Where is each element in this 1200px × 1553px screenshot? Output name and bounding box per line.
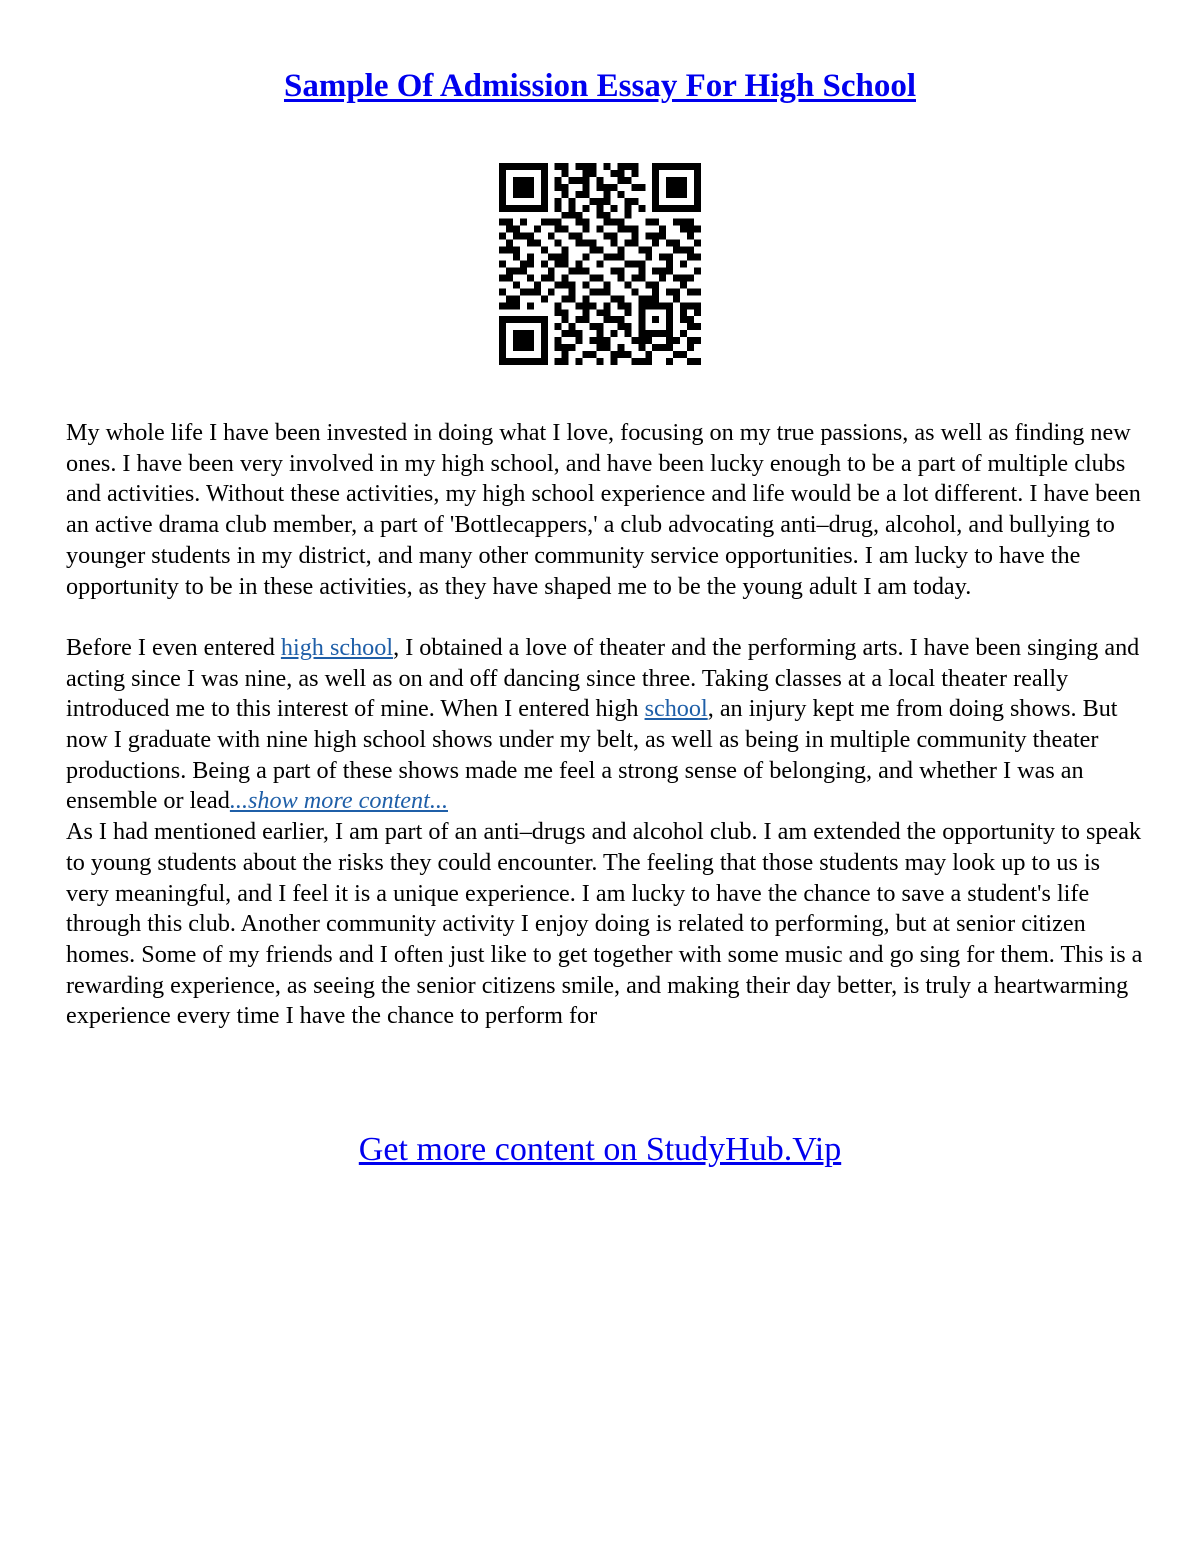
page-title bbox=[0, 62, 1200, 110]
essay-paragraph-2 bbox=[66, 633, 1146, 817]
paragraph-2-text-c: , an injury kept me from doing shows. But now I graduate with nine high school shows under my belt, as well as being in multiple community theater productions. Being a part of these shows made me feel a strong sense of belonging, and whether I was an ensemble or lead bbox=[66, 695, 1118, 815]
title-link[interactable]: Sample Of Admission Essay For High School bbox=[283, 68, 916, 104]
essay-paragraph-3: As I had mentioned earlier, I am part of an anti–drugs and alcohol club. I am extended the opportunity to speak to young students about the risks they could encounter. The feeling that those students may look up to us is very meaningful, and I feel it is a unique experience. I am lucky to have the chance to save a student's life through this club. Another community activity I enjoy doing is related to performing, but at senior citizen homes. Some of my friends and I often just like to get together with some music and go sing for them. This is a rewarding experience, as seeing the senior citizens smile, and making their day better, is truly a heartwarming experience every time I have the chance to perform for bbox=[66, 818, 1143, 1030]
paragraph-2-text-b: , I obtained a love of theater and the performing arts. I have been singing and acting since I was nine, as well as on and off dancing since three. Taking classes at a local theater really introduced me to this interest of mine. When I entered high bbox=[66, 633, 1140, 723]
studyhub-link[interactable]: Get more content on StudyHub.Vip bbox=[358, 1131, 842, 1168]
high-school-link[interactable]: high school bbox=[280, 633, 394, 661]
paragraph-2-text-a: Before I even entered bbox=[66, 633, 281, 661]
paragraph-gap bbox=[66, 602, 1146, 633]
essay-body bbox=[66, 418, 1146, 1032]
show-more-content-link[interactable]: ...show more content... bbox=[229, 787, 448, 815]
school-link[interactable]: school bbox=[644, 695, 708, 723]
essay-paragraph-1: My whole life I have been invested in doing what I love, focusing on my true passions, as well as finding new ones. I have been very involved in my high school, and have been lucky enough to be a part of multiple clubs and activities. Without these activities, my high school experience and life would be a lot different. I have been an active drama club member, a part of 'Bottlecappers,' a club advocating anti–drug, alcohol, and bullying to younger students in my district, and many other community service opportunities. I am lucky to have the opportunity to be in these activities, as they have shaped me to be the young adult I am today. bbox=[66, 419, 1141, 600]
qr-code-icon bbox=[499, 163, 701, 365]
footer bbox=[0, 1128, 1200, 1172]
